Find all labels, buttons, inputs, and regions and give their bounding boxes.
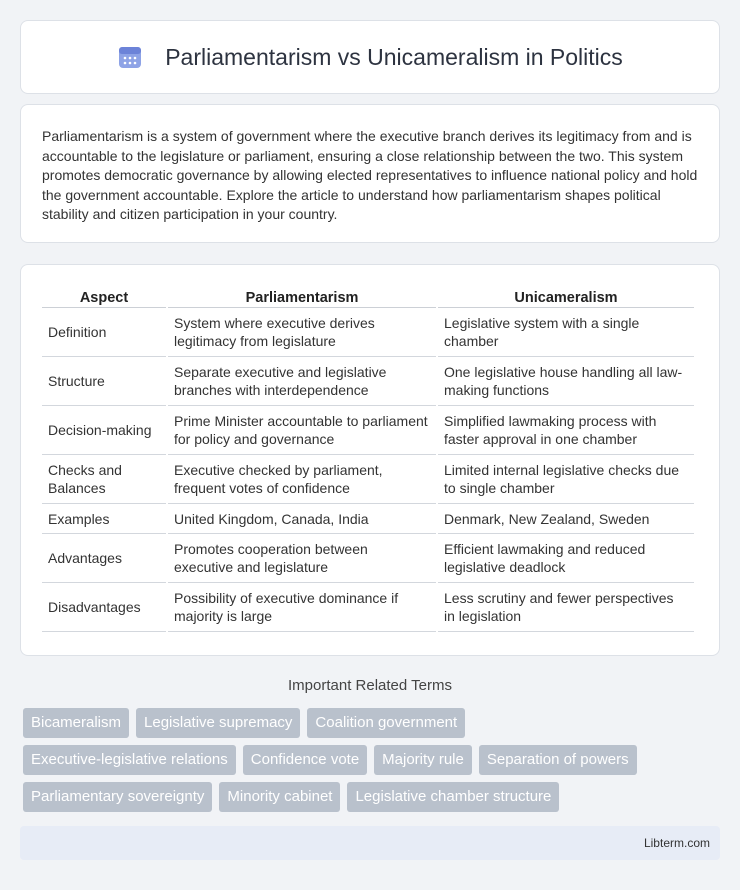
table-cell: Efficient lawmaking and reduced legislative deadlock	[438, 534, 694, 583]
column-header: Parliamentarism	[168, 287, 436, 308]
related-term-chip[interactable]: Coalition government	[307, 708, 465, 738]
table-cell: Examples	[42, 504, 166, 534]
table-cell: Disadvantages	[42, 583, 166, 632]
table-cell: Structure	[42, 357, 166, 406]
table-cell: Limited internal legislative checks due to single chamber	[438, 455, 694, 504]
intro-text: Parliamentarism is a system of government where the executive branch derives its legitimacy from and is accountable to the legislature or parliament, ensuring a close relationship between the two. This system promotes democratic governance by allowing elected representatives to influence national policy and hold the government accountable. Explore the article to understand how parliamentarism shapes political stability and citizen participation in your country.	[42, 128, 698, 223]
table-cell: Simplified lawmaking process with faster approval in one chamber	[438, 406, 694, 455]
table-cell: Legislative system with a single chamber	[438, 308, 694, 357]
table-cell: One legislative house handling all law-making functions	[438, 357, 694, 406]
table-cell: Definition	[42, 308, 166, 357]
table-row	[42, 504, 694, 534]
table-row	[42, 583, 694, 632]
table-cell: System where executive derives legitimacy from legislature	[168, 308, 436, 357]
chip-row	[23, 745, 717, 775]
column-header: Unicameralism	[438, 287, 694, 308]
table-cell: Promotes cooperation between executive and legislature	[168, 534, 436, 583]
related-term-chip[interactable]: Bicameralism	[23, 708, 129, 738]
comparison-table-card	[20, 264, 720, 656]
table-cell: Separate executive and legislative branches with interdependence	[168, 357, 436, 406]
table-cell: Less scrutiny and fewer perspectives in legislation	[438, 583, 694, 632]
chip-row	[23, 708, 717, 738]
chip-row	[23, 782, 717, 812]
footer-site-link[interactable]: Libterm.com	[643, 836, 710, 850]
table-row	[42, 357, 694, 406]
table-cell: Advantages	[42, 534, 166, 583]
table-cell: Possibility of executive dominance if majority is large	[168, 583, 436, 632]
table-cell: Executive checked by parliament, frequent votes of confidence	[168, 455, 436, 504]
table-header-row	[42, 287, 694, 308]
table-row	[42, 406, 694, 455]
related-term-chip[interactable]: Executive-legislative relations	[23, 745, 236, 775]
intro-card	[20, 104, 720, 243]
title-card	[20, 20, 720, 94]
related-terms-heading: Important Related Terms	[288, 677, 452, 694]
table-row	[42, 308, 694, 357]
table-cell: Checks and Balances	[42, 455, 166, 504]
related-term-chip[interactable]: Legislative chamber structure	[347, 782, 559, 812]
related-term-chip[interactable]: Majority rule	[374, 745, 472, 775]
table-row	[42, 534, 694, 583]
related-terms	[23, 708, 717, 819]
column-header: Aspect	[42, 287, 166, 308]
related-term-chip[interactable]: Legislative supremacy	[136, 708, 300, 738]
footer	[20, 826, 720, 860]
table-row	[42, 455, 694, 504]
table-cell: United Kingdom, Canada, India	[168, 504, 436, 534]
comparison-table	[40, 287, 696, 632]
related-term-chip[interactable]: Separation of powers	[479, 745, 637, 775]
calendar-icon	[117, 44, 143, 70]
related-term-chip[interactable]: Confidence vote	[243, 745, 367, 775]
related-term-chip[interactable]: Parliamentary sovereignty	[23, 782, 212, 812]
page-title: Parliamentarism vs Unicameralism in Politics	[165, 43, 623, 70]
related-term-chip[interactable]: Minority cabinet	[219, 782, 340, 812]
table-cell: Decision-making	[42, 406, 166, 455]
table-cell: Prime Minister accountable to parliament for policy and governance	[168, 406, 436, 455]
table-cell: Denmark, New Zealand, Sweden	[438, 504, 694, 534]
